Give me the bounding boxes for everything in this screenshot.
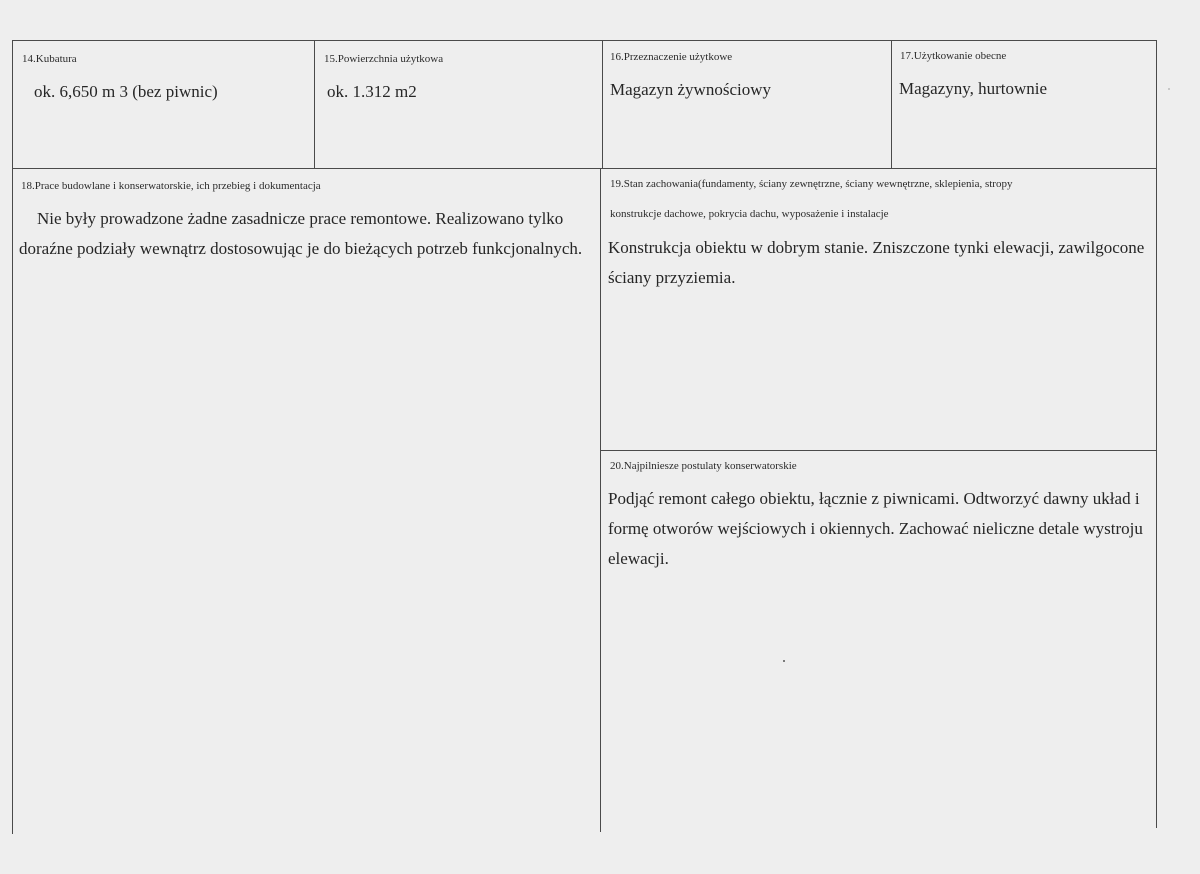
field-18-text-line-1: Nie były prowadzone żadne zasadnicze prace remontowe. Realizowano tylko xyxy=(37,209,564,228)
field-20-label: 20.Najpilniesze postulaty konserwatorskie xyxy=(610,460,797,472)
field-14-cell xyxy=(12,40,314,168)
field-14-label: 14.Kubatura xyxy=(22,53,77,65)
field-15-cell xyxy=(314,40,602,168)
field-14-value: ok. 6,650 m 3 (bez piwnic) xyxy=(34,82,218,101)
field-18-cell xyxy=(12,168,600,832)
field-20-text-line-3: elewacji. xyxy=(608,549,669,568)
field-16-cell xyxy=(602,40,891,168)
field-20-text-line-1: Podjąć remont całego obiektu, łącznie z piwnicami. Odtworzyć dawny układ i xyxy=(608,489,1140,508)
field-16-value: Magazyn żywnościowy xyxy=(610,80,771,99)
field-17-cell xyxy=(891,40,1156,168)
table-right-border xyxy=(1156,40,1157,828)
field-19-label-line-2: konstrukcje dachowe, pokrycia dachu, wyposażenie i instalacje xyxy=(610,208,889,220)
scan-speck xyxy=(1168,88,1170,90)
field-20-cell xyxy=(600,450,1156,832)
field-19-text-line-1: Konstrukcja obiektu w dobrym stanie. Zniszczone tynki elewacji, zawilgocone xyxy=(608,238,1145,257)
field-18-label: 18.Prace budowlane i konserwatorskie, ich przebieg i dokumentacja xyxy=(21,180,321,192)
field-19-text-line-2: ściany przyziemia. xyxy=(608,268,736,287)
field-17-label: 17.Użytkowanie obecne xyxy=(900,50,1007,62)
field-20-text-line-2: formę otworów wejściowych i okiennych. Zachować nieliczne detale wystroju xyxy=(608,519,1143,538)
field-19-cell xyxy=(600,168,1156,450)
field-17-value: Magazyny, hurtownie xyxy=(899,79,1048,98)
field-15-label: 15.Powierzchnia użytkowa xyxy=(324,53,444,65)
field-16-label: 16.Przeznaczenie użytkowe xyxy=(610,51,733,63)
field-18-text-line-2: doraźne podziały wewnątrz dostosowując je do bieżących potrzeb funkcjonalnych. xyxy=(19,239,583,258)
scan-speck xyxy=(783,660,785,662)
field-15-value: ok. 1.312 m2 xyxy=(327,82,417,101)
field-19-label-line-1: 19.Stan zachowania(fundamenty, ściany zewnętrzne, ściany wewnętrzne, sklepienia, stropy xyxy=(610,178,1013,190)
